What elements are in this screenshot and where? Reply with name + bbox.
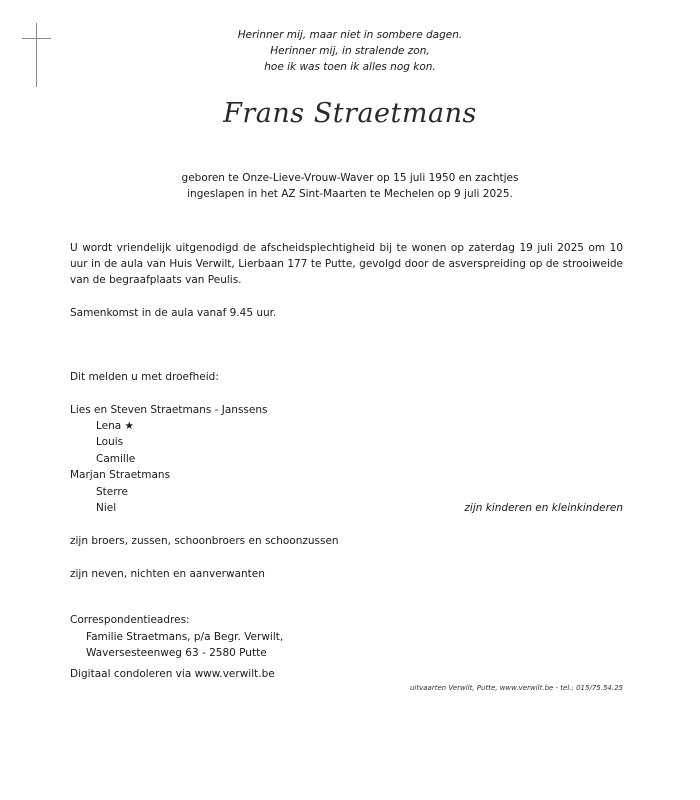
grandchild-name: Niel — [96, 502, 117, 514]
poem-line: Herinner mij, in stralende zon, — [270, 45, 430, 57]
grandchild-name: Louis — [96, 436, 124, 448]
correspondence-line: Waversesteenweg 63 - 2580 Putte — [86, 647, 267, 659]
gathering-text: Samenkomst in de aula vanaf 9.45 uur. — [70, 307, 277, 319]
poem — [170, 27, 530, 75]
family-member: Marjan Straetmans — [70, 469, 171, 481]
siblings-text: zijn broers, zussen, schoonbroers en schoonzussen — [70, 535, 339, 547]
announcement-text: Dit melden u met droefheid: — [70, 371, 219, 383]
cross-horizontal-bar — [22, 38, 51, 39]
correspondence-line: Familie Straetmans, p/a Begr. Verwilt, — [86, 631, 284, 643]
invitation-paragraph: U wordt vriendelijk uitgenodigd de afscheidsplechtigheid bij te wonen op zaterdag 19 juli 2025 om 10 uur in de aula van Huis Verwilt, Lierbaan 177 te Putte, gevolgd door de asverspreiding op de strooiweide van de begraafplaats van Peulis. — [70, 242, 623, 286]
poem-line: hoe ik was toen ik alles nog kon. — [264, 61, 436, 73]
birth-line: geboren te Onze-Lieve-Vrouw-Waver op 15 juli 1950 en zachtjes — [181, 172, 519, 184]
grandchild-name: Lena ★ — [96, 420, 134, 432]
family-couple: Lies en Steven Straetmans - Janssens — [70, 404, 268, 416]
death-line: ingeslapen in het AZ Sint-Maarten te Mechelen op 9 juli 2025. — [187, 188, 513, 200]
footer-contact: uitvaarten Verwilt, Putte, www.verwilt.be - tel.: 015/75.54.25 — [409, 684, 623, 692]
cross-vertical-bar — [36, 23, 37, 87]
cross-icon — [22, 23, 52, 88]
children-grandchildren-label: zijn kinderen en kleinkinderen — [464, 502, 623, 514]
birth-death-info — [170, 170, 530, 202]
online-condolence-text: Digitaal condoleren via www.verwilt.be — [70, 668, 275, 680]
grandchild-name: Camille — [96, 453, 136, 465]
deceased-name: Frans Straetmans — [223, 98, 477, 129]
poem-line: Herinner mij, maar niet in sombere dagen. — [237, 29, 463, 41]
correspondence-heading: Correspondentieadres: — [70, 614, 190, 626]
relatives-text: zijn neven, nichten en aanverwanten — [70, 568, 265, 580]
grandchild-name: Sterre — [96, 486, 128, 498]
